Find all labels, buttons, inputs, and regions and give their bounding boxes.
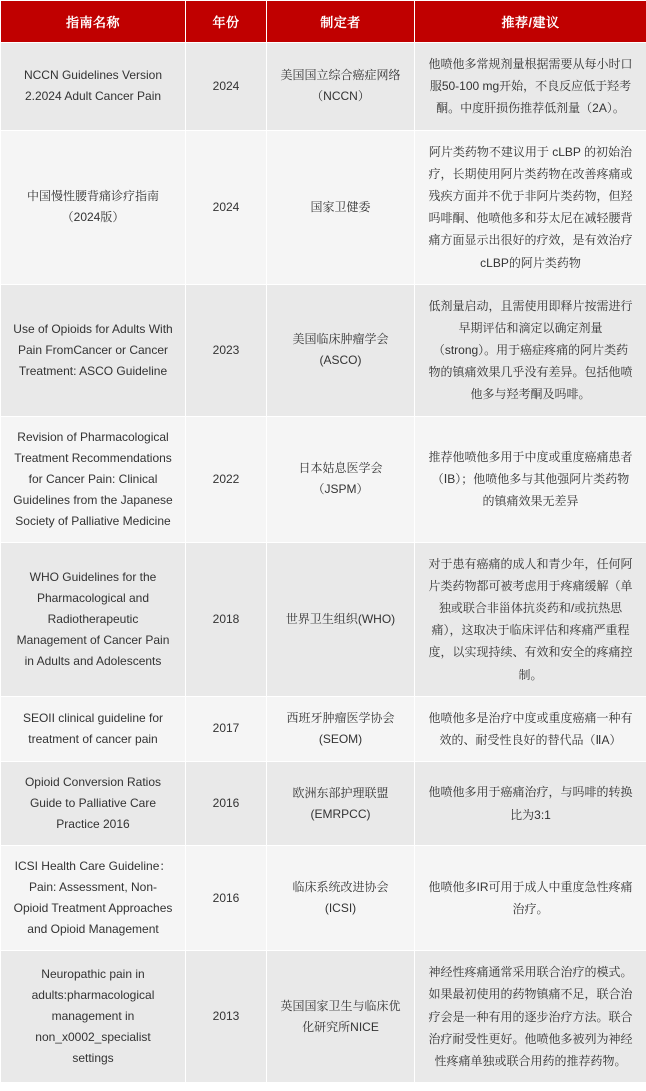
cell-author: 英国国家卫生与临床优化研究所NICE	[267, 951, 415, 1083]
cell-guideline-name: SEOII clinical guideline for treatment of cancer pain	[1, 696, 186, 761]
cell-recommendation: 阿片类药物不建议用于 cLBP 的初始治疗，长期使用阿片类药物在改善疼痛或残疾方面并不优于非阿片类药物，但羟吗啡酮、他喷他多和芬太尼在减轻腰背痛方面显示出很好的疗效，是有效治疗cLBP的阿片类药物	[415, 130, 646, 284]
cell-guideline-name: 中国慢性腰背痛诊疗指南（2024版）	[1, 130, 186, 284]
cell-guideline-name: ICSI Health Care Guideline：Pain: Assessment, Non-Opioid Treatment Approaches and Opioid Management	[1, 846, 186, 951]
table-row	[1, 130, 646, 284]
column-header-author: 制定者	[267, 1, 415, 43]
cell-author: 美国国立综合癌症网络（NCCN）	[267, 43, 415, 131]
cell-guideline-name: Use of Opioids for Adults With Pain FromCancer or Cancer Treatment: ASCO Guideline	[1, 284, 186, 416]
table-header	[1, 1, 646, 43]
cell-author: 世界卫生组织(WHO)	[267, 542, 415, 696]
cell-year: 2024	[186, 43, 267, 131]
cell-recommendation: 对于患有癌痛的成人和青少年，任何阿片类药物都可被考虑用于疼痛缓解（单独或联合非甾体抗炎药和/或抗热思痛），这取决于临床评估和疼痛严重程度，以实现持续、有效和安全的疼痛控制。	[415, 542, 646, 696]
table-row	[1, 542, 646, 696]
cell-year: 2013	[186, 951, 267, 1083]
table-row	[1, 951, 646, 1083]
cell-guideline-name: Opioid Conversion Ratios Guide to Palliative Care Practice 2016	[1, 762, 186, 846]
cell-author: 西班牙肿瘤医学协会(SEOM)	[267, 696, 415, 761]
table-row	[1, 416, 646, 542]
table-body	[1, 43, 646, 1083]
cell-year: 2017	[186, 696, 267, 761]
cell-author: 日本姑息医学会（JSPM）	[267, 416, 415, 542]
cell-recommendation: 他喷他多常规剂量根据需要从每小时口服50-100 mg开始，不良反应低于羟考酮。中度肝损伤推荐低剂量（2A）。	[415, 43, 646, 131]
cell-recommendation: 他喷他多是治疗中度或重度癌痛一种有效的、耐受性良好的替代品（ⅡA）	[415, 696, 646, 761]
cell-recommendation: 低剂量启动，且需使用即释片按需进行早期评估和滴定以确定剂量（strong）。用于癌症疼痛的阿片类药物的镇痛效果几乎没有差异。包括他喷他多与羟考酮及吗啡。	[415, 284, 646, 416]
cell-guideline-name: Revision of Pharmacological Treatment Recommendations for Cancer Pain: Clinical Guidelines from the Japanese Society of Palliative Medicine	[1, 416, 186, 542]
table-row	[1, 284, 646, 416]
cell-guideline-name: WHO Guidelines for the Pharmacological and Radiotherapeutic Management of Cancer Pain in Adults and Adolescents	[1, 542, 186, 696]
cell-year: 2024	[186, 130, 267, 284]
cell-recommendation: 神经性疼痛通常采用联合治疗的模式。如果最初使用的药物镇痛不足，联合治疗会是一种有用的逐步治疗方法。联合治疗耐受性更好。他喷他多被列为神经性疼痛单独或联合用药的推荐药物。	[415, 951, 646, 1083]
table-row	[1, 762, 646, 846]
cell-author: 国家卫健委	[267, 130, 415, 284]
cell-guideline-name: Neuropathic pain in adults:pharmacological management in non_x0002_specialist settings	[1, 951, 186, 1083]
cell-recommendation: 他喷他多用于癌痛治疗，与吗啡的转换比为3:1	[415, 762, 646, 846]
cell-recommendation: 他喷他多IR可用于成人中重度急性疼痛治疗。	[415, 846, 646, 951]
column-header-recommendation: 推荐/建议	[415, 1, 646, 43]
cell-year: 2016	[186, 762, 267, 846]
cell-year: 2022	[186, 416, 267, 542]
cell-author: 美国临床肿瘤学会(ASCO)	[267, 284, 415, 416]
table-header-row	[1, 1, 646, 43]
cell-year: 2018	[186, 542, 267, 696]
cell-author: 欧洲东部护理联盟(EMRPCC)	[267, 762, 415, 846]
table-row	[1, 43, 646, 131]
cell-guideline-name: NCCN Guidelines Version 2.2024 Adult Cancer Pain	[1, 43, 186, 131]
column-header-name: 指南名称	[1, 1, 186, 43]
cell-recommendation: 推荐他喷他多用于中度或重度癌痛患者（ⅠB）；他喷他多与其他强阿片类药物的镇痛效果无差异	[415, 416, 646, 542]
table-row	[1, 696, 646, 761]
cell-year: 2016	[186, 846, 267, 951]
column-header-year: 年份	[186, 1, 267, 43]
cell-year: 2023	[186, 284, 267, 416]
cell-author: 临床系统改进协会(ICSI)	[267, 846, 415, 951]
table-row	[1, 846, 646, 951]
